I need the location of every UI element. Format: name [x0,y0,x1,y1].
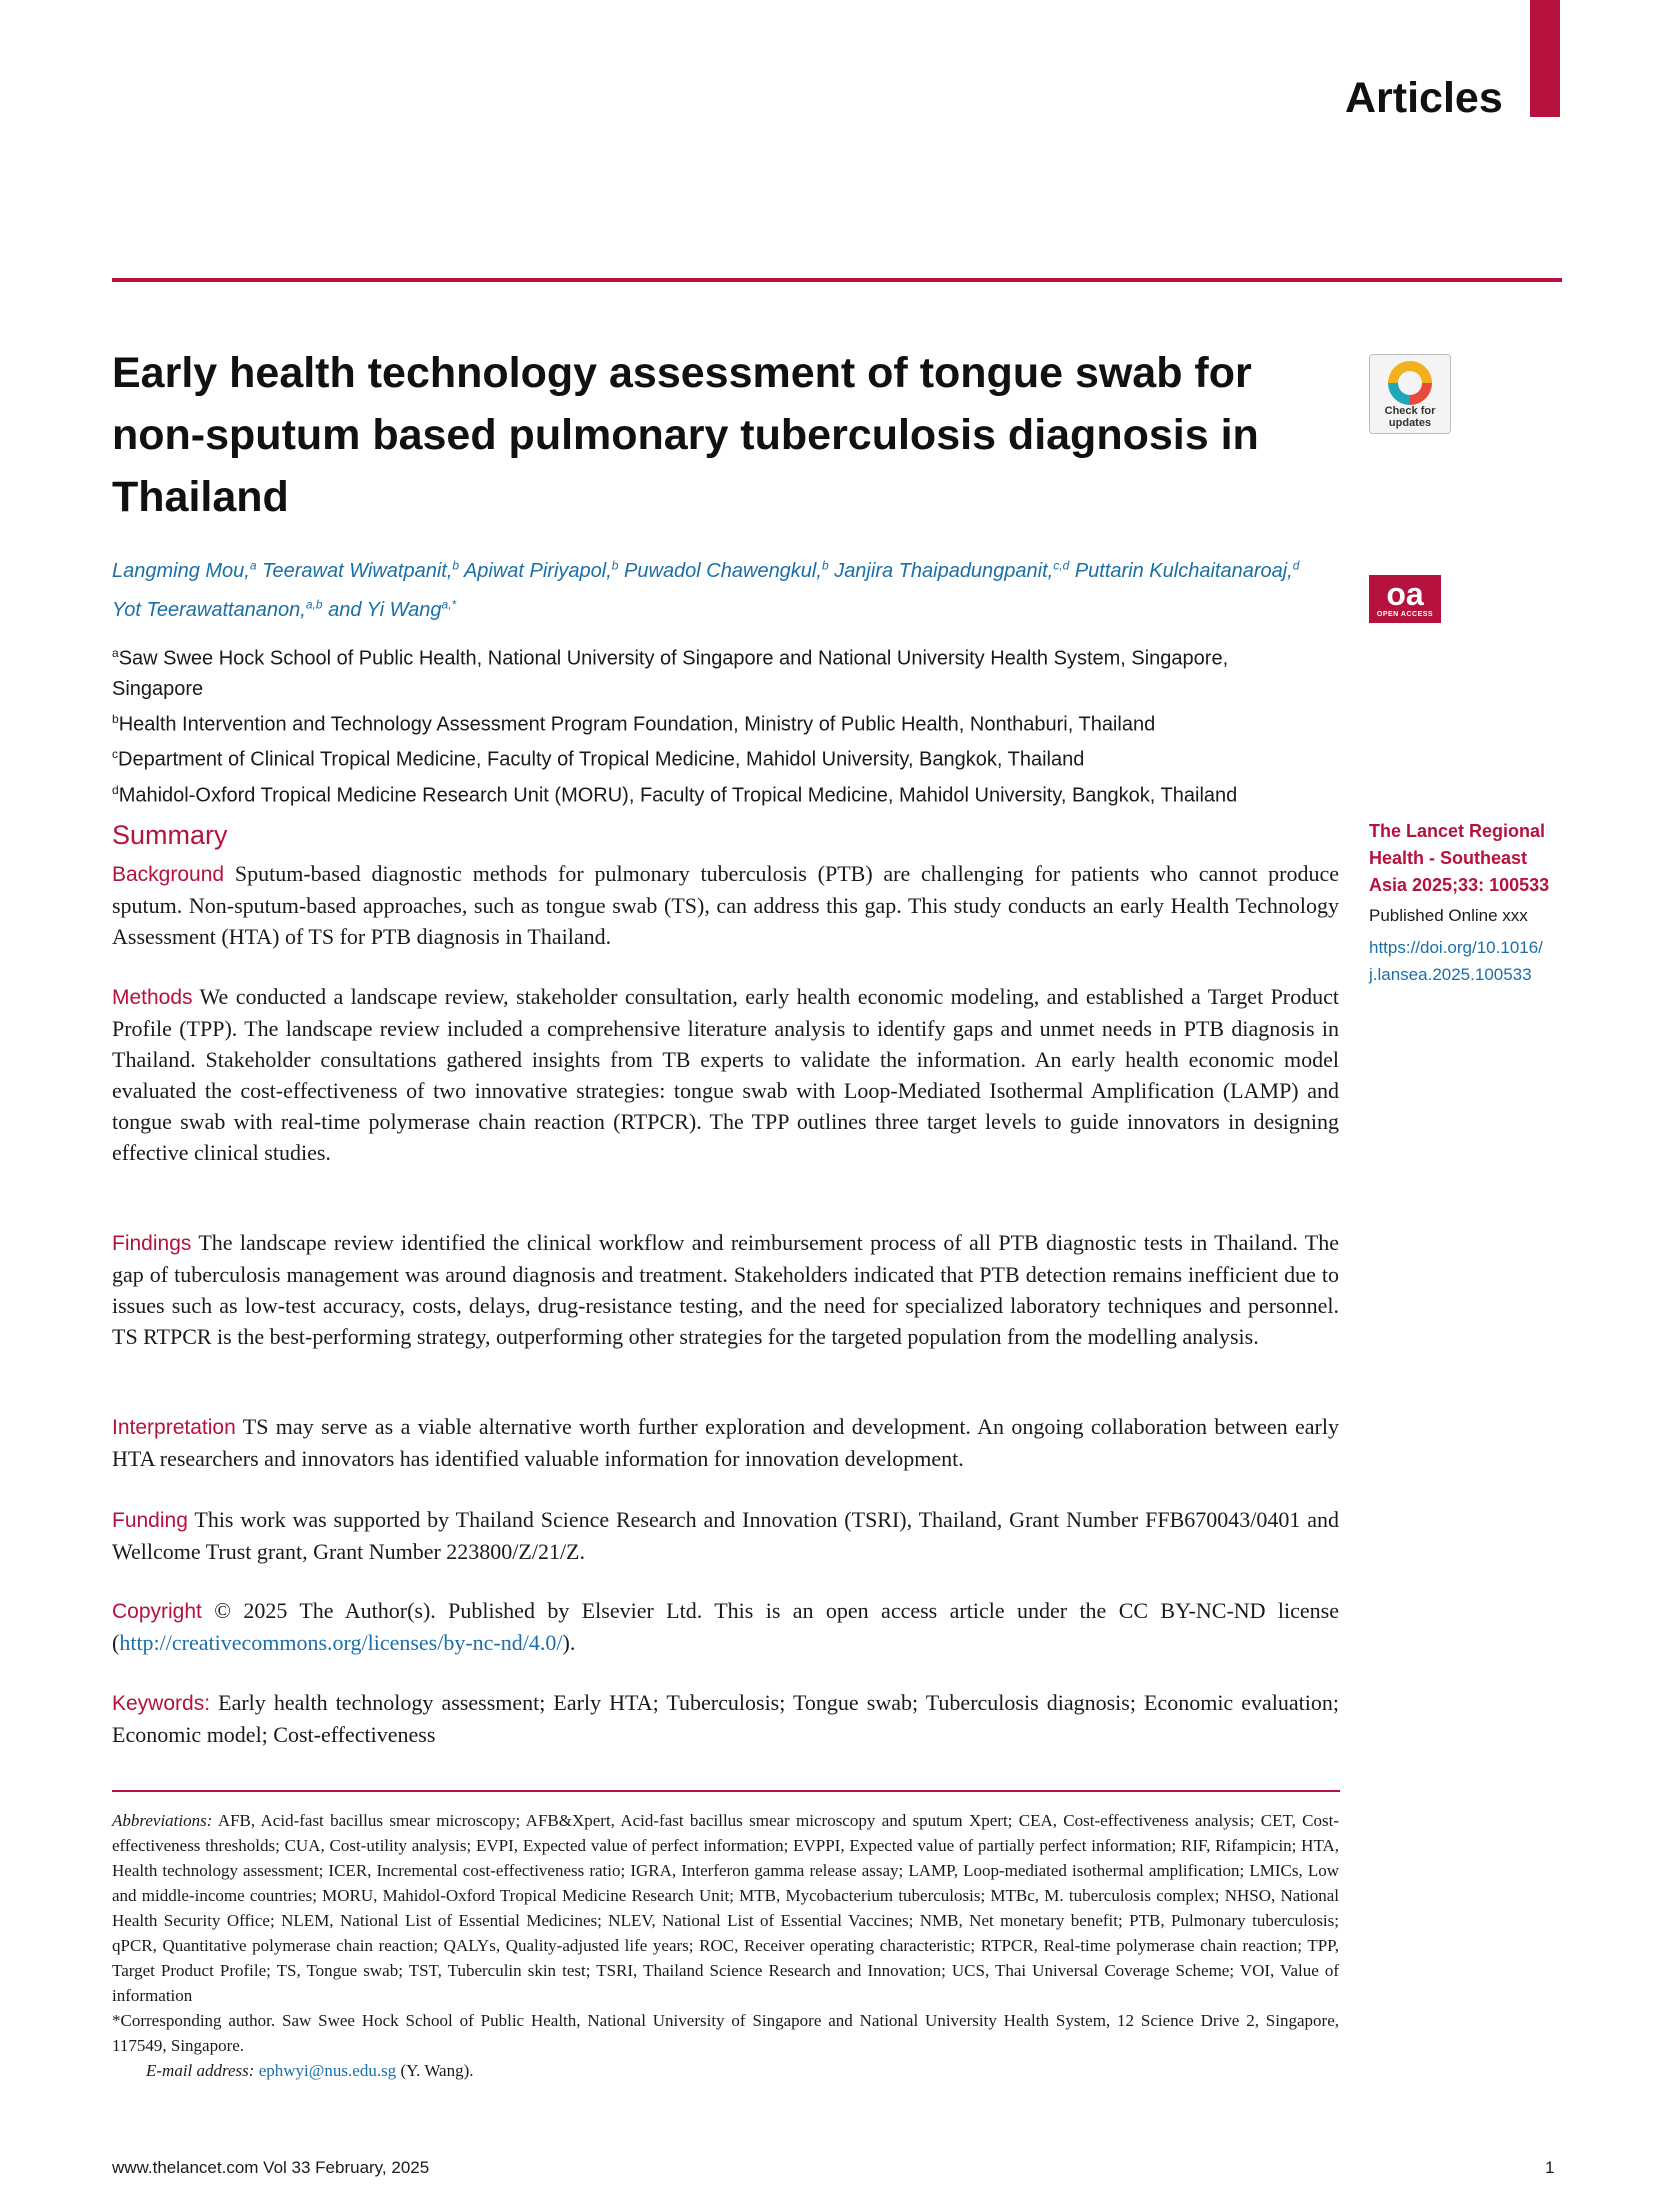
abstract-background [112,858,1339,952]
copyright-label: Copyright [112,1600,202,1623]
author-name[interactable]: Janjira Thaipadungpanit,$^{c,d}$ [834,558,1070,582]
abbreviations-label: Abbreviations: [112,1811,213,1830]
funding-text: This work was supported by Thailand Science Research and Innovation (TSRI), Thailand, Grant Number FFB670043/0401 and Wellcome Trust grant, Grant Number 223800/Z/21/Z. [112,1507,1340,1564]
abstract-interpretation [112,1411,1339,1474]
interpretation-label: Interpretation [112,1416,236,1439]
keywords-label: Keywords: [112,1692,211,1715]
header-rule [112,278,1562,282]
author-name[interactable]: Langming Mou,$^a$ [112,558,257,582]
affiliation-item: $^d$Mahidol-Oxford Tropical Medicine Research Unit (MORU), Faculty of Tropical Medicine, Mahidol University, Bangkok, Thailand [112,782,1238,807]
author-name[interactable]: and Yi Wang$^{a,*}$ [328,597,457,622]
email-link[interactable]: ephwyi@nus.edu.sg [258,2061,397,2080]
email-suffix: (Y. Wang). [400,2061,474,2080]
article-title: Early health technology assessment of tongue swab for non-sputum based pulmonary tuberculosis diagnosis in Thailand [112,349,1259,521]
published-online: Published Online xxx [1369,906,1528,925]
check-updates-icon [1388,361,1432,405]
doi-link[interactable]: https://doi.org/10.1016/j.lansea.2025.100533 [1369,938,1543,984]
open-access-badge [1369,575,1441,623]
check-for-updates-badge[interactable] [1369,354,1451,434]
corresponding-author: *Corresponding author. Saw Swee Hock School of Public Health, National University of Singapore and National University Health System, 12 Science Drive 2, Singapore, 117549, Singapore. [112,2011,1339,2055]
funding-label: Funding [112,1509,188,1532]
author-name[interactable]: Puwadol Chawengkul,$^b$ [624,558,829,582]
footnotes [112,1808,1339,2083]
findings-label: Findings [112,1232,192,1255]
abstract-keywords [112,1687,1339,1750]
abbreviations [112,1808,1339,2008]
header-accent-bar [1530,0,1560,117]
affiliation-item: $^c$Department of Clinical Tropical Medicine, Faculty of Tropical Medicine, Mahidol University, Bangkok, Thailand [112,747,1085,771]
abbreviations-text: AFB, Acid-fast bacillus smear microscopy; AFB&Xpert, Acid-fast bacillus smear microscopy and sputum Xpert; CEA, Cost-effectiveness analysis; CET, Cost-effectiveness thresholds; CUA, Cost-utility analysis; EVPI, Expected value of perfect information; EVPPI, Expected value of partially perfect information; RIF, Rifampicin; HTA, Health technology assessment; ICER, Incremental cost-effectiveness ratio; IGRA, Interferon gamma release assay; LAMP, Loop-mediated isothermal amplification; LMICs, Low and middle-income countries; MORU, Mahidol-Oxford Tropical Medicine Research Unit; MTB, Mycobacterium tuberculosis; MTBc, M. tuberculosis complex; NHSO, National Health Security Office; NLEM, National List of Essential Medicines; NLEV, National List of Essential Vaccines; NMB, Net monetary benefit; PTB, Pulmonary tuberculosis; qPCR, Quantitative polymerase chain reaction; QALYs, Quality-adjusted life years; ROC, Receiver operating characteristic; RTPCR, Real-time polymerase chain reaction; TPP, Target Product Profile; TS, Tongue swab; TST, Tuberculin skin test; TSRI, Thailand Science Research and Innovation; UCS, Thai Universal Coverage Scheme; VOI, Value of information [112,1811,1339,2005]
open-access-sublabel: OPEN ACCESS [1376,611,1434,618]
findings-text: The landscape review identified the clinical workflow and reimbursement process of all PTB diagnostic tests in Thailand. The gap of tuberculosis management was around diagnosis and treatment. Stakeholders indicated that PTB detection remains inefficient due to issues such as low-test accuracy, costs, delays, drug-resistance testing, and the need for specialized laboratory techniques and personnel. TS RTPCR is the best-performing strategy, outperforming other strategies for the targeted population from the modelling analysis. [112,1230,1339,1349]
author-name[interactable]: Puttarin Kulchaitanaroaj,$^d$ [1074,558,1300,582]
background-label: Background [112,863,225,886]
author-name[interactable]: Yot Teerawattananon,$^{a,b}$ [112,597,323,622]
copyright-end: ). [562,1630,576,1655]
license-link[interactable]: http://creativecommons.org/licenses/by-nc-nd/4.0/ [119,1630,563,1655]
abstract-findings [112,1227,1339,1352]
abstract-funding [112,1504,1339,1567]
methods-text: We conducted a landscape review, stakeholder consultation, early health economic modeling, and established a Target Product Profile (TPP). The landscape review included a comprehensive literature analysis to identify gaps and unmet needs in PTB diagnosis in Thailand. Stakeholder consultations gathered insights from TB experts to validate the information. An early health economic model evaluated the cost-effectiveness of two innovative strategies: tongue swab with Loop-Mediated Isothermal Amplification (LAMP) and tongue swab with real-time polymerase chain reaction (RTPCR). The TPP outlines three target levels to guide innovators in designing effective clinical studies. [112,984,1340,1165]
journal-citation: The Lancet Regional Health - Southeast Asia 2025;33: 100533 [1369,821,1550,895]
email-label: E-mail address: [146,2061,255,2080]
affiliation-item: $^b$Health Intervention and Technology Assessment Program Foundation, Ministry of Public Health, Nonthaburi, Thailand [112,711,1156,736]
footnote-rule [112,1790,1340,1792]
check-updates-label: Check for updates [1384,405,1436,429]
email-line [112,2058,1339,2083]
keywords-text: Early health technology assessment; Early HTA; Tuberculosis; Tongue swab; Tuberculosis diagnosis; Economic evaluation; Economic model; Cost-effectiveness [112,1690,1340,1747]
background-text: Sputum-based diagnostic methods for pulmonary tuberculosis (PTB) are challenging for patients who cannot produce sputum. Non-sputum-based approaches, such as tongue swab (TS), can address this gap. This study conducts an early Health Technology Assessment (HTA) of TS for PTB diagnosis in Thailand. [112,861,1340,949]
abstract-methods [112,981,1339,1168]
section-label: Articles [1345,74,1503,122]
page-number: 1 [1545,2158,1555,2177]
abstract-copyright [112,1595,1339,1658]
open-access-logo: oa [1386,576,1424,612]
interpretation-text: TS may serve as a viable alternative worth further exploration and development. An ongoing collaboration between early HTA researchers and innovators has identified valuable information for innovation development. [112,1414,1339,1471]
author-list [112,548,1312,627]
methods-label: Methods [112,986,193,1009]
author-name[interactable]: Teerawat Wiwatpanit,$^b$ [262,558,460,582]
affiliation-list [112,638,1322,811]
summary-heading: Summary [112,820,228,850]
affiliation-item: $^a$Saw Swee Hock School of Public Health, National University of Singapore and National University Health System, Singapore, Singapore [112,646,1229,700]
author-name[interactable]: Apiwat Piriyapol,$^b$ [463,558,619,582]
footer-journal-info: www.thelancet.com Vol 33 February, 2025 [112,2158,430,2177]
copyright-text: © 2025 The Author(s). Published by Elsevier Ltd. This is an open access article under the CC BY-NC-ND license ( [112,1598,1340,1655]
